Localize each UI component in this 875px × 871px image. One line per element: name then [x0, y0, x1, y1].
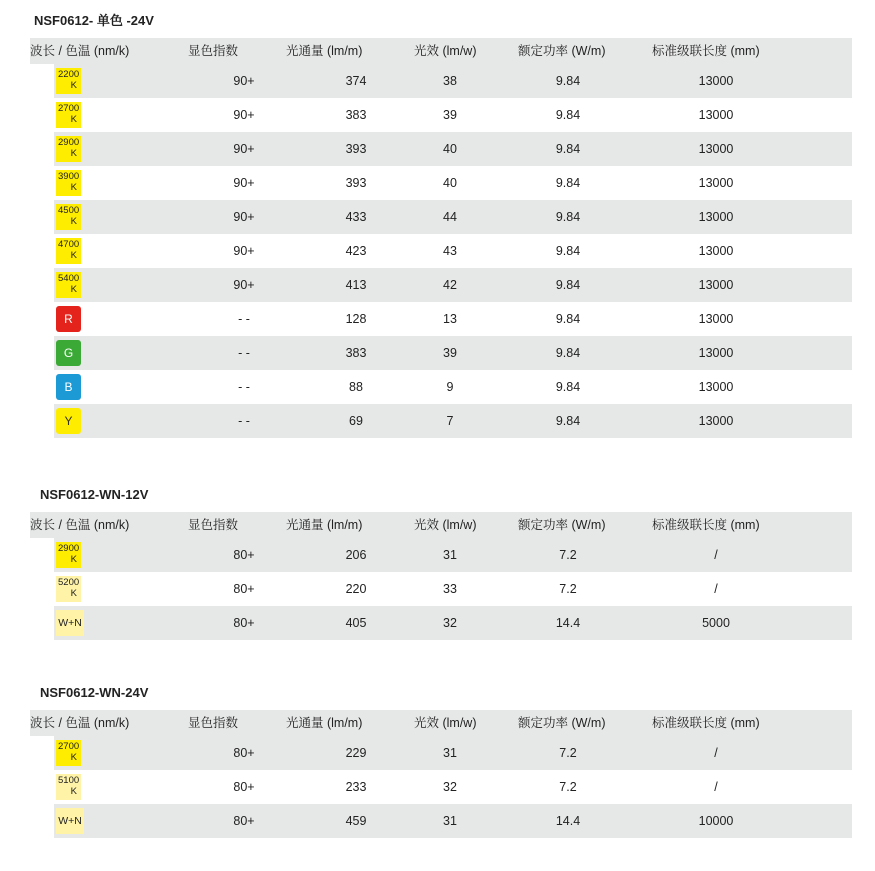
table-header-row — [30, 38, 852, 64]
luminous-flux-value: 88 — [349, 380, 363, 394]
table-row — [54, 804, 852, 838]
column-header: 波长 / 色温 (nm/k) — [30, 716, 130, 730]
color-temp-value: 2700 — [58, 741, 80, 752]
column-header: 波长 / 色温 (nm/k) — [30, 44, 130, 58]
color-temp-swatch — [56, 542, 81, 568]
column-header: 光通量 (lm/m) — [286, 518, 363, 532]
cri-value: 90+ — [233, 108, 255, 122]
color-temp-swatch — [56, 576, 81, 602]
kelvin-unit: K — [70, 554, 77, 565]
cri-value: - - — [238, 346, 250, 360]
table-row — [54, 336, 852, 370]
table-row — [54, 200, 852, 234]
luminous-flux-value: 393 — [345, 142, 367, 156]
cri-value: 90+ — [233, 244, 255, 258]
cascade-length-value: / — [714, 548, 718, 562]
color-temp-swatch — [56, 238, 81, 264]
color-temp-swatch — [56, 102, 81, 128]
efficacy-value: 32 — [443, 616, 457, 630]
kelvin-unit: K — [70, 588, 77, 599]
table-header-row — [30, 512, 852, 538]
column-header: 显色指数 — [188, 518, 239, 532]
table-row — [54, 166, 852, 200]
luminous-flux-value: 229 — [345, 746, 367, 760]
cri-value: 80+ — [233, 582, 255, 596]
column-header: 光效 (lm/w) — [414, 518, 477, 532]
table-row — [54, 370, 852, 404]
power-value: 7.2 — [559, 746, 577, 760]
spec-table-section — [30, 678, 852, 838]
column-header: 光效 (lm/w) — [414, 716, 477, 730]
kelvin-unit: K — [70, 80, 77, 91]
table-title: NSF0612-WN-12V — [36, 482, 158, 508]
power-value: 9.84 — [555, 108, 581, 122]
cri-value: 80+ — [233, 548, 255, 562]
color-temp-value: 5400 — [58, 273, 80, 284]
power-value: 7.2 — [559, 780, 577, 794]
luminous-flux-value: 383 — [345, 346, 367, 360]
power-value: 9.84 — [555, 74, 581, 88]
power-value: 7.2 — [559, 548, 577, 562]
cri-value: 90+ — [233, 278, 255, 292]
cri-value: 90+ — [233, 74, 255, 88]
table-row — [54, 132, 852, 166]
color-temp-swatch — [56, 740, 81, 766]
power-value: 9.84 — [555, 278, 581, 292]
efficacy-value: 33 — [443, 582, 457, 596]
efficacy-value: 7 — [446, 414, 454, 428]
color-temp-value: 5200 — [58, 577, 80, 588]
cri-value: 80+ — [233, 616, 255, 630]
luminous-flux-value: 69 — [349, 414, 363, 428]
efficacy-value: 40 — [443, 176, 457, 190]
power-value: 9.84 — [555, 380, 581, 394]
kelvin-unit: K — [70, 284, 77, 295]
efficacy-value: 31 — [443, 548, 457, 562]
luminous-flux-value: 233 — [345, 780, 367, 794]
power-value: 9.84 — [555, 414, 581, 428]
cri-value: 90+ — [233, 210, 255, 224]
cri-value: 80+ — [233, 814, 255, 828]
power-value: 9.84 — [555, 346, 581, 360]
column-header: 额定功率 (W/m) — [518, 518, 606, 532]
efficacy-value: 44 — [443, 210, 457, 224]
color-swatch: Y — [56, 408, 81, 434]
luminous-flux-value: 459 — [345, 814, 367, 828]
column-header: 标准级联长度 (mm) — [652, 44, 760, 58]
cascade-length-value: 13000 — [698, 244, 734, 258]
table-header-row — [30, 710, 852, 736]
power-value: 9.84 — [555, 312, 581, 326]
color-temp-value: 3900 — [58, 171, 80, 182]
column-header: 标准级联长度 (mm) — [652, 518, 760, 532]
color-temp-swatch — [56, 272, 81, 298]
cascade-length-value: / — [714, 582, 718, 596]
color-swatch: G — [56, 340, 81, 366]
luminous-flux-value: 393 — [345, 176, 367, 190]
cascade-length-value: 13000 — [698, 346, 734, 360]
color-swatch: B — [56, 374, 81, 400]
luminous-flux-value: 206 — [345, 548, 367, 562]
color-temp-value: 4500 — [58, 205, 80, 216]
color-temp-value: 2200 — [58, 69, 80, 80]
table-row — [54, 572, 852, 606]
cascade-length-value: / — [714, 780, 718, 794]
color-temp-swatch — [56, 204, 81, 230]
column-header: 额定功率 (W/m) — [518, 44, 606, 58]
column-header: 光通量 (lm/m) — [286, 44, 363, 58]
cascade-length-value: 13000 — [698, 278, 734, 292]
kelvin-unit: K — [70, 786, 77, 797]
cri-value: 80+ — [233, 746, 255, 760]
table-row — [54, 606, 852, 640]
cri-value: - - — [238, 312, 250, 326]
efficacy-value: 9 — [446, 380, 454, 394]
efficacy-value: 32 — [443, 780, 457, 794]
mixed-swatch: W+N — [56, 610, 84, 636]
power-value: 9.84 — [555, 142, 581, 156]
color-temp-swatch — [56, 170, 81, 196]
power-value: 9.84 — [555, 210, 581, 224]
efficacy-value: 38 — [443, 74, 457, 88]
column-header: 标准级联长度 (mm) — [652, 716, 760, 730]
table-row — [54, 98, 852, 132]
cri-value: 90+ — [233, 142, 255, 156]
cri-value: 80+ — [233, 780, 255, 794]
efficacy-value: 31 — [443, 746, 457, 760]
spec-table-section — [30, 6, 852, 438]
spec-table-section — [30, 480, 852, 640]
cascade-length-value: 10000 — [698, 814, 734, 828]
table-row — [54, 234, 852, 268]
efficacy-value: 39 — [443, 346, 457, 360]
power-value: 9.84 — [555, 244, 581, 258]
cascade-length-value: 13000 — [698, 176, 734, 190]
kelvin-unit: K — [70, 114, 77, 125]
cri-value: 90+ — [233, 176, 255, 190]
cascade-length-value: 13000 — [698, 380, 734, 394]
table-row — [54, 538, 852, 572]
color-swatch: R — [56, 306, 81, 332]
cascade-length-value: 13000 — [698, 74, 734, 88]
power-value: 14.4 — [555, 814, 581, 828]
table-row — [54, 404, 852, 438]
luminous-flux-value: 383 — [345, 108, 367, 122]
kelvin-unit: K — [70, 216, 77, 227]
power-value: 7.2 — [559, 582, 577, 596]
column-header: 波长 / 色温 (nm/k) — [30, 518, 130, 532]
luminous-flux-value: 423 — [345, 244, 367, 258]
table-row — [54, 770, 852, 804]
color-temp-value: 2900 — [58, 137, 80, 148]
efficacy-value: 39 — [443, 108, 457, 122]
luminous-flux-value: 413 — [345, 278, 367, 292]
luminous-flux-value: 433 — [345, 210, 367, 224]
luminous-flux-value: 220 — [345, 582, 367, 596]
column-header: 额定功率 (W/m) — [518, 716, 606, 730]
column-header: 光效 (lm/w) — [414, 44, 477, 58]
luminous-flux-value: 405 — [345, 616, 367, 630]
cri-value: - - — [238, 414, 250, 428]
luminous-flux-value: 128 — [345, 312, 367, 326]
kelvin-unit: K — [70, 148, 77, 159]
table-row — [54, 268, 852, 302]
kelvin-unit: K — [70, 752, 77, 763]
kelvin-unit: K — [70, 250, 77, 261]
table-title: NSF0612- 单色 -24V — [30, 8, 164, 34]
cascade-length-value: 13000 — [698, 108, 734, 122]
cascade-length-value: 13000 — [698, 210, 734, 224]
efficacy-value: 13 — [443, 312, 457, 326]
mixed-swatch: W+N — [56, 808, 84, 834]
color-temp-swatch — [56, 136, 81, 162]
table-row — [54, 302, 852, 336]
kelvin-unit: K — [70, 182, 77, 193]
color-temp-value: 2700 — [58, 103, 80, 114]
efficacy-value: 43 — [443, 244, 457, 258]
color-temp-value: 2900 — [58, 543, 80, 554]
cascade-length-value: 13000 — [698, 312, 734, 326]
cascade-length-value: / — [714, 746, 718, 760]
cascade-length-value: 13000 — [698, 414, 734, 428]
color-temp-swatch — [56, 68, 81, 94]
cri-value: - - — [238, 380, 250, 394]
column-header: 光通量 (lm/m) — [286, 716, 363, 730]
table-row — [54, 736, 852, 770]
color-temp-value: 4700 — [58, 239, 80, 250]
cascade-length-value: 5000 — [702, 616, 730, 630]
luminous-flux-value: 374 — [345, 74, 367, 88]
efficacy-value: 40 — [443, 142, 457, 156]
column-header: 显色指数 — [188, 44, 239, 58]
cascade-length-value: 13000 — [698, 142, 734, 156]
column-header: 显色指数 — [188, 716, 239, 730]
efficacy-value: 42 — [443, 278, 457, 292]
color-temp-value: 5100 — [58, 775, 80, 786]
table-title: NSF0612-WN-24V — [36, 680, 158, 706]
efficacy-value: 31 — [443, 814, 457, 828]
color-temp-swatch — [56, 774, 81, 800]
table-row — [54, 64, 852, 98]
power-value: 9.84 — [555, 176, 581, 190]
power-value: 14.4 — [555, 616, 581, 630]
